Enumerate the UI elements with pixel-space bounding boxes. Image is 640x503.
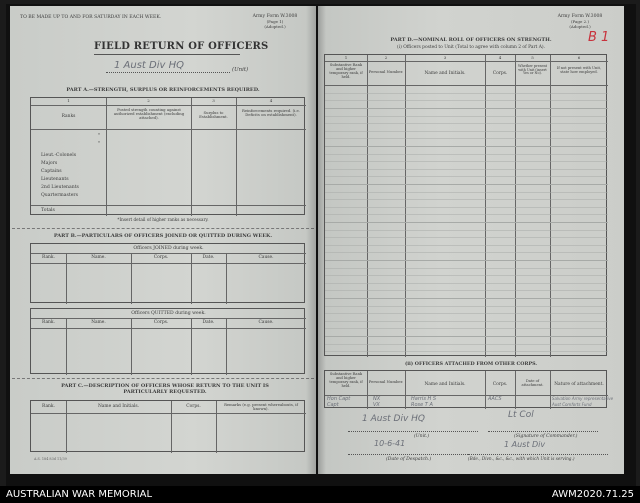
rank-row: Majors	[41, 161, 58, 166]
red-archive-mark: B 1	[588, 30, 610, 45]
form-page-2	[318, 6, 624, 474]
form-page: (Page 1)	[266, 19, 284, 24]
col-header-posted: Posted strength counting against authorized establishment (excluding attached).	[113, 107, 185, 121]
form-page: (Page 2.)	[570, 19, 590, 24]
rank-row: Lieutenants	[41, 177, 69, 182]
form-page-1	[10, 6, 316, 474]
attached-row-number: NX	[373, 396, 381, 402]
totals-row: Totals	[41, 208, 55, 213]
col-header-employed: If not present with Unit, state how employed.	[556, 66, 602, 74]
part-a-footnote: *Insert detail of higher ranks as necessary.	[117, 217, 209, 222]
unit-handwritten: 1 Aust Div HQ	[114, 60, 184, 71]
signature-label: (Signature of Commander.)	[514, 434, 578, 439]
unit-label: (Unit)	[232, 67, 249, 73]
col-header-corps: Corps.	[492, 71, 508, 76]
attached-row-name: Rose T A	[411, 402, 433, 408]
rank-row: Quartermasters	[41, 193, 78, 198]
attached-row-number: VX	[373, 402, 380, 408]
part-b-title: PART B.—PARTICULARS OF OFFICERS JOINED OR QUITTED DURING WEEK.	[53, 233, 273, 239]
form-title: FIELD RETURN OF OFFICERS	[94, 41, 269, 52]
top-note: TO BE MADE UP TO AND FOR SATURDAY IN EACH WEEK.	[20, 15, 162, 20]
nominal-roll-table: 1 2 3 4 5 6 Substantive Rank and higher temporary rank, if held. Personal Number. Name and Initials. Corps. Whether present with Unit (insert Yes or No). If not present with Unit, state how employed.	[324, 54, 607, 356]
attached-row-name: Harris H S	[411, 396, 437, 402]
joined-title: Officers JOINED during week.	[133, 246, 204, 251]
bde-label: (Bde., Divn., &c., &c., with which Unit is serving.)	[468, 456, 575, 461]
handwritten-bde: 1 Aust Div	[504, 440, 546, 449]
unit-handwritten: 1 Aust Div HQ	[362, 414, 425, 424]
col-header-rank: Substantive Rank and higher temporary rank, if held.	[329, 63, 363, 79]
quitted-table: Officers QUITTED during week. Rank. Name. Corps. Date. Cause.	[30, 308, 305, 374]
attached-row-nature: Salvation Army representative	[552, 396, 614, 401]
form-number: Army Form W.3008	[252, 14, 298, 19]
part-a-title: PART A.—STRENGTH, SURPLUS OR REINFORCEMENTS REQUIRED.	[66, 87, 260, 93]
rank-row: 2nd Lieutenants	[41, 185, 79, 190]
footer-institution: AUSTRALIAN WAR MEMORIAL	[6, 489, 153, 500]
attached-row-nature: Aust Comforts Fund	[552, 402, 592, 407]
attached-row-rank: Capt	[327, 402, 339, 408]
form-number: Army Form W.3008	[557, 14, 603, 19]
date-label: (Date of Despatch.)	[386, 457, 432, 462]
handwritten-commander: Lt Col	[508, 410, 534, 420]
rank-row: Lieut.-Colonels	[41, 153, 77, 158]
part-d2-title: (ii) OFFICERS ATTACHED FROM OTHER CORPS.	[404, 361, 538, 367]
printer-note: A.S. 184 83d 11/39	[34, 457, 67, 461]
part-d-subtitle: (i) Officers posted to Unit (Total to agree with column 2 of Part A).	[396, 45, 545, 50]
part-a-table: 1 2 3 4 Ranks Posted strength counting against authorized establishment (excluding attached). Surplus to Establishment. Reinforcements required. (i.e. Deficits on establishment). * * Lieut.-Colonels Majors Captains Lieutenants 2nd Lieutenants Quartermasters Totals	[30, 97, 305, 215]
part-c-table: Rank. Name and Initials. Corps. Remarks (e.g. present whereabouts, if known).	[30, 400, 305, 452]
part-d-title: PART D.—NOMINAL ROLL OF OFFICERS ON STRENGTH.	[390, 37, 552, 43]
col-header-surplus: Surplus to Establishment.	[199, 110, 228, 120]
date-handwritten: 10-6-41	[374, 439, 406, 448]
footer-accession-number: AWM2020.71.25	[551, 489, 634, 500]
attached-officers-table: Substantive Rank and higher temporary rank, if held. Personal Number. Name and Initials. Corps. Date of attachment. Nature of attachment. Hon Capt NX Harris H S AACS Salvation Army representative Capt VX Rose T A Aust Comforts Fund	[324, 370, 607, 408]
col-header-ranks: Ranks	[61, 114, 76, 119]
unit-label: (Unit.)	[414, 434, 430, 439]
col-header-present: Whether present with Unit (insert Yes or No).	[517, 64, 548, 76]
col-header-number: Personal Number.	[368, 69, 404, 74]
joined-table: Officers JOINED during week. Rank. Name. Corps. Date. Cause.	[30, 243, 305, 303]
col-header-reinforcements: Reinforcements required. (i.e. Deficits on establishment).	[241, 108, 301, 118]
attached-row-rank: Hon Capt	[327, 396, 351, 402]
rank-row: Captains	[41, 169, 62, 174]
part-c-title: PART C.—DESCRIPTION OF OFFICERS WHOSE RETURN TO THE UNIT IS PARTICULARLY REQUESTED.	[61, 383, 269, 395]
form-adopted: (Adopted.)	[569, 24, 591, 29]
attached-row-corps: AACS	[488, 396, 502, 402]
form-adopted: (Adopted.)	[264, 24, 286, 29]
col-header-name: Name and Initials.	[424, 71, 466, 76]
quitted-title: Officers QUITTED during week.	[131, 311, 206, 316]
archive-footer	[0, 486, 640, 503]
